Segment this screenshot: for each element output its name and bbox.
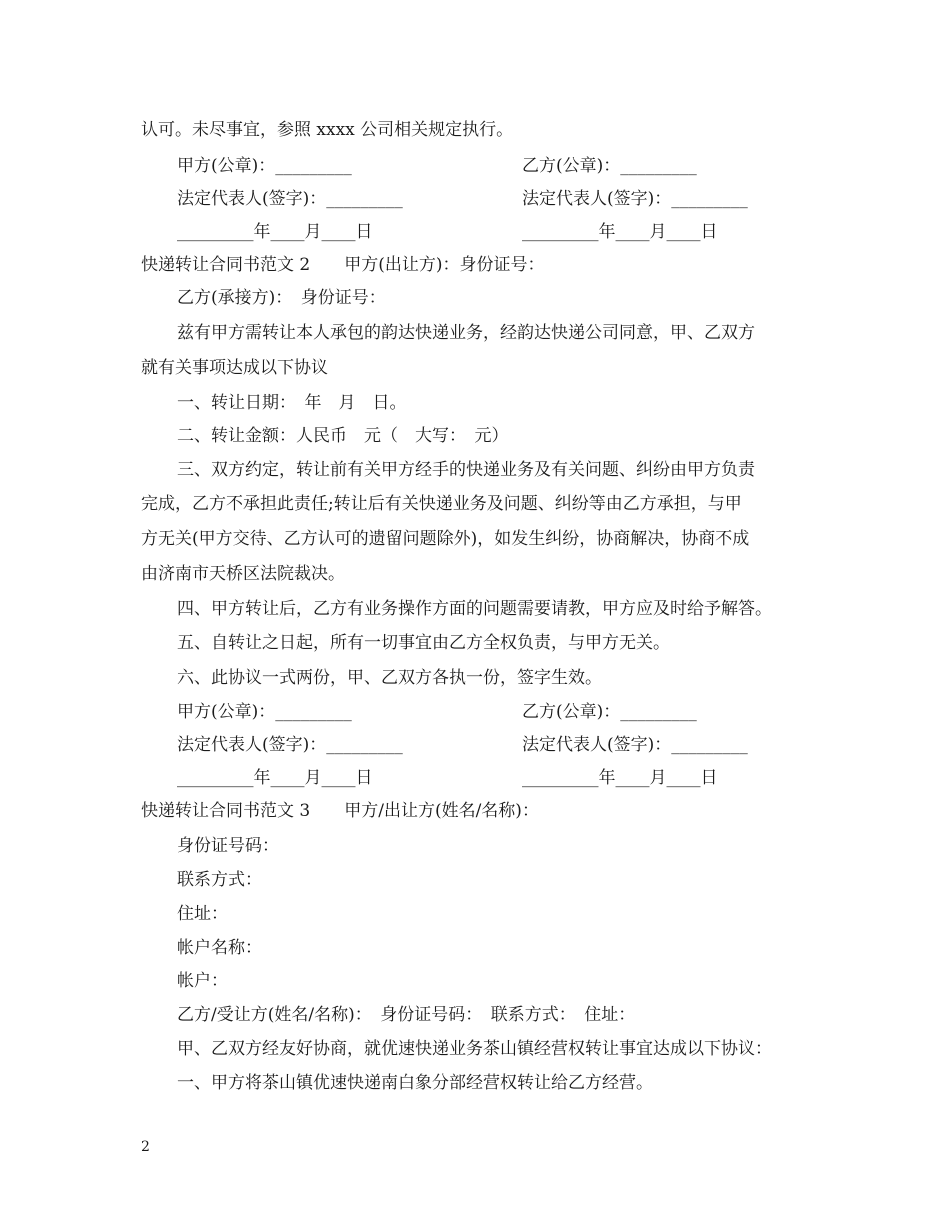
text-line: 由济南市天桥区法院裁决。 xyxy=(141,564,345,584)
text-line: 乙方(承接方)： 身份证号： xyxy=(177,288,386,308)
signature-party-b-seal: 乙方(公章)：_________ xyxy=(522,156,697,176)
text-line: 一、甲方将茶山镇优速快递南白象分部经营权转让给乙方经营。 xyxy=(177,1073,653,1093)
signature-party-b-date: _________年____月____日 xyxy=(522,768,718,788)
text-line: 五、自转让之日起，所有一切事宜由乙方全权负责，与甲方无关。 xyxy=(177,633,670,653)
signature-party-a-representative: 法定代表人(签字)：_________ xyxy=(177,735,403,755)
text-line: 方无关(甲方交待、乙方认可的遗留问题除外)，如发生纠纷，协商解决，协商不成 xyxy=(141,529,750,549)
signature-party-a-seal: 甲方(公章)：_________ xyxy=(177,702,352,722)
text-line: 帐户名称： xyxy=(177,938,262,958)
text-line: 六、此协议一式两份，甲、乙双方各执一份，签字生效。 xyxy=(177,668,602,688)
section-heading: 快递转让合同书范文 2 甲方(出让方)：身份证号： xyxy=(141,255,545,275)
signature-party-b-representative: 法定代表人(签字)：_________ xyxy=(522,735,748,755)
text-line: 一、转让日期： 年 月 日。 xyxy=(177,393,407,413)
text-line: 甲、乙双方经友好协商，就优速快递业务茶山镇经营权转让事宜达成以下协议： xyxy=(177,1039,772,1059)
signature-party-b-seal: 乙方(公章)：_________ xyxy=(522,702,697,722)
signature-party-b-representative: 法定代表人(签字)：_________ xyxy=(522,189,748,209)
page-number: 2 xyxy=(141,1139,150,1155)
signature-party-a-date: _________年____月____日 xyxy=(177,768,373,788)
text-line: 就有关事项达成以下协议 xyxy=(141,358,328,378)
signature-party-a-date: _________年____月____日 xyxy=(177,222,373,242)
text-line: 住址： xyxy=(177,904,228,924)
text-line: 兹有甲方需转让本人承包的韵达快递业务，经韵达快递公司同意，甲、乙双方 xyxy=(177,323,755,343)
signature-party-a-representative: 法定代表人(签字)：_________ xyxy=(177,189,403,209)
signature-party-a-seal: 甲方(公章)：_________ xyxy=(177,156,352,176)
signature-party-b-date: _________年____月____日 xyxy=(522,222,718,242)
text-line: 乙方/受让方(姓名/名称)： 身份证号码： 联系方式： 住址： xyxy=(177,1005,636,1025)
text-line: 四、甲方转让后，乙方有业务操作方面的问题需要请教，甲方应及时给予解答。 xyxy=(177,599,772,619)
section-heading: 快递转让合同书范文 3 甲方/出让方(姓名/名称)： xyxy=(141,801,539,821)
text-line: 联系方式： xyxy=(177,870,262,890)
text-line: 帐户： xyxy=(177,971,228,991)
text-line: 二、转让金额：人民币 元（ 大写： 元） xyxy=(177,426,509,446)
text-line: 完成，乙方不承担此责任;转让后有关快递业务及问题、纠纷等由乙方承担，与甲 xyxy=(141,494,742,514)
text-line: 三、双方约定，转让前有关甲方经手的快递业务及有关问题、纠纷由甲方负责 xyxy=(177,460,755,480)
text-line: 身份证号码： xyxy=(177,836,279,856)
text-line: 认可。未尽事宜，参照 xxxx 公司相关规定执行。 xyxy=(141,120,514,140)
